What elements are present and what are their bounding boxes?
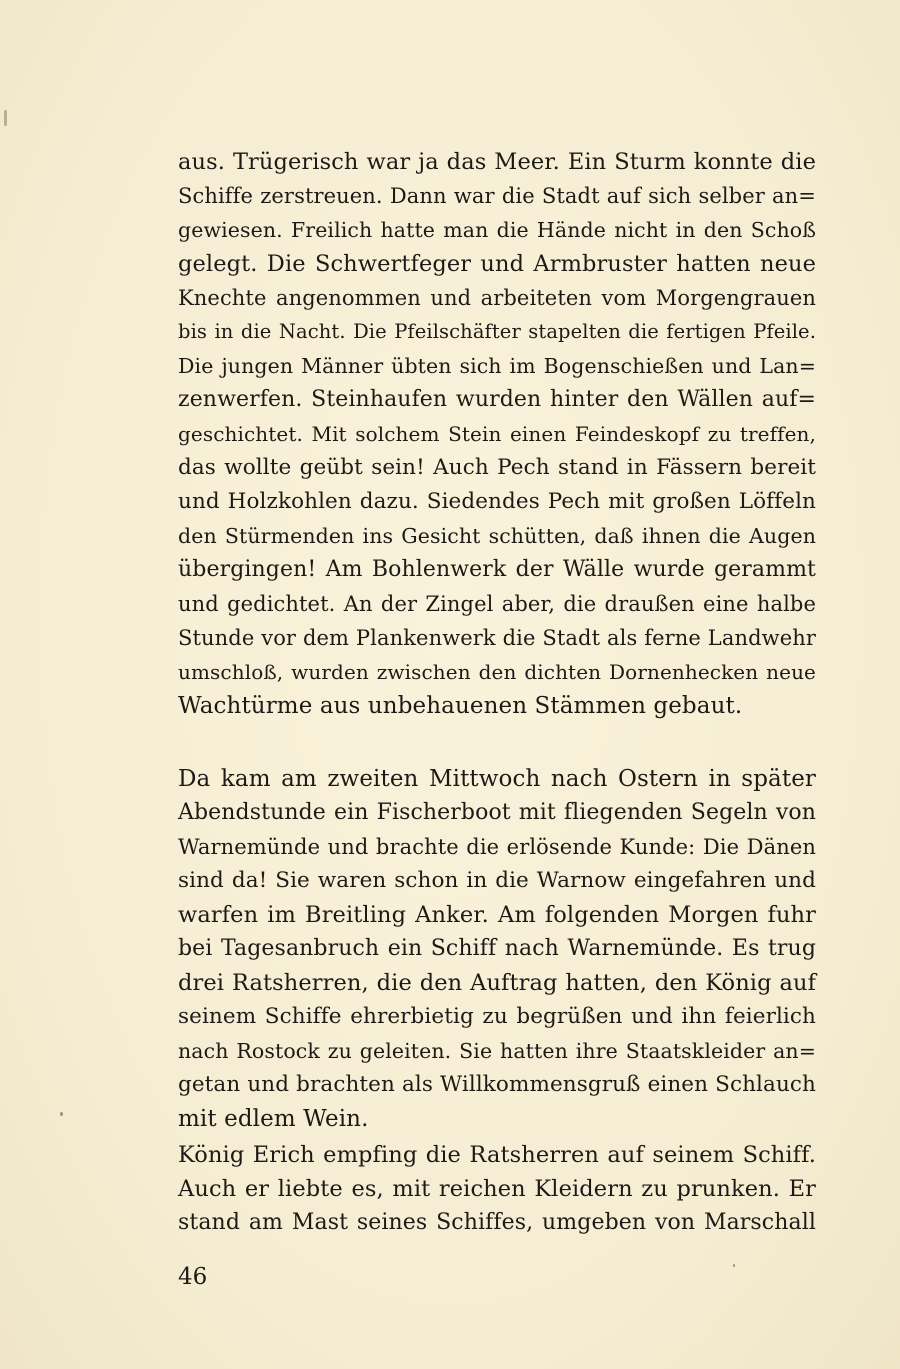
text-line: König Erich empfing die Ratsherren auf seinem Schiff. xyxy=(178,1142,816,1168)
paper-speck xyxy=(60,1112,63,1116)
text-line: warfen im Breitling Anker. Am folgenden Morgen fuhr xyxy=(178,902,816,928)
text-line: Abendstunde ein Fischerboot mit fliegenden Segeln von xyxy=(178,800,816,825)
page-number: 46 xyxy=(178,1264,208,1290)
text-line: übergingen! Am Bohlenwerk der Wälle wurde gerammt xyxy=(178,557,816,582)
text-line: stand am Mast seines Schiffes, umgeben von Marschall xyxy=(178,1210,816,1235)
text-line: bis in die Nacht. Die Pfeilschäfter stapelten die fertigen Pfeile. xyxy=(178,320,816,343)
text-line: gewiesen. Freilich hatte man die Hände nicht in den Schoß xyxy=(178,218,816,242)
text-line: nach Rostock zu geleiten. Sie hatten ihre Staatskleider an= xyxy=(178,1039,816,1063)
text-line: umschloß, wurden zwischen den dichten Dornenhecken neue xyxy=(178,660,816,684)
text-line: Die jungen Männer übten sich im Bogenschießen und Lan= xyxy=(178,354,816,378)
text-line: den Stürmenden ins Gesicht schütten, daß ihnen die Augen xyxy=(178,524,816,548)
text-line: sind da! Sie waren schon in die Warnow eingefahren und xyxy=(178,868,816,893)
text-line: drei Ratsherren, die den Auftrag hatten, den König auf xyxy=(178,970,816,996)
text-line: Schiffe zerstreuen. Dann war die Stadt auf sich selber an= xyxy=(178,184,816,208)
text-line: mit edlem Wein. xyxy=(178,1106,369,1132)
text-line: das wollte geübt sein! Auch Pech stand in Fässern bereit xyxy=(178,455,816,480)
text-line: zenwerfen. Steinhaufen wurden hinter den Wällen auf= xyxy=(178,387,816,412)
text-line: und Holzkohlen dazu. Siedendes Pech mit großen Löffeln xyxy=(178,489,816,514)
text-line: aus. Trügerisch war ja das Meer. Ein Sturm konnte die xyxy=(178,149,816,175)
text-line: bei Tagesanbruch ein Schiff nach Warnemünde. Es trug xyxy=(178,936,816,961)
text-line: Da kam am zweiten Mittwoch nach Ostern in später xyxy=(178,766,816,792)
text-line: seinem Schiffe ehrerbietig zu begrüßen und ihn feierlich xyxy=(178,1004,816,1029)
text-line: Stunde vor dem Plankenwerk die Stadt als ferne Landwehr xyxy=(178,626,816,650)
text-line: Wachtürme aus unbehauenen Stämmen gebaut. xyxy=(178,693,743,719)
text-line: und gedichtet. An der Zingel aber, die draußen eine halbe xyxy=(178,592,816,616)
text-line: getan und brachten als Willkommensgruß einen Schlauch xyxy=(178,1072,816,1097)
paper-speck xyxy=(733,1264,735,1267)
text-line: gelegt. Die Schwertfeger und Armbruster hatten neue xyxy=(178,251,816,277)
text-line: geschichtet. Mit solchem Stein einen Feindeskopf zu treffen, xyxy=(178,422,816,446)
text-line: Auch er liebte es, mit reichen Kleidern zu prunken. Er xyxy=(178,1176,816,1202)
text-line: Knechte angenommen und arbeiteten vom Morgengrauen xyxy=(178,286,816,310)
paper-speck xyxy=(4,110,7,126)
text-line: Warnemünde und brachte die erlösende Kunde: Die Dänen xyxy=(178,835,816,859)
